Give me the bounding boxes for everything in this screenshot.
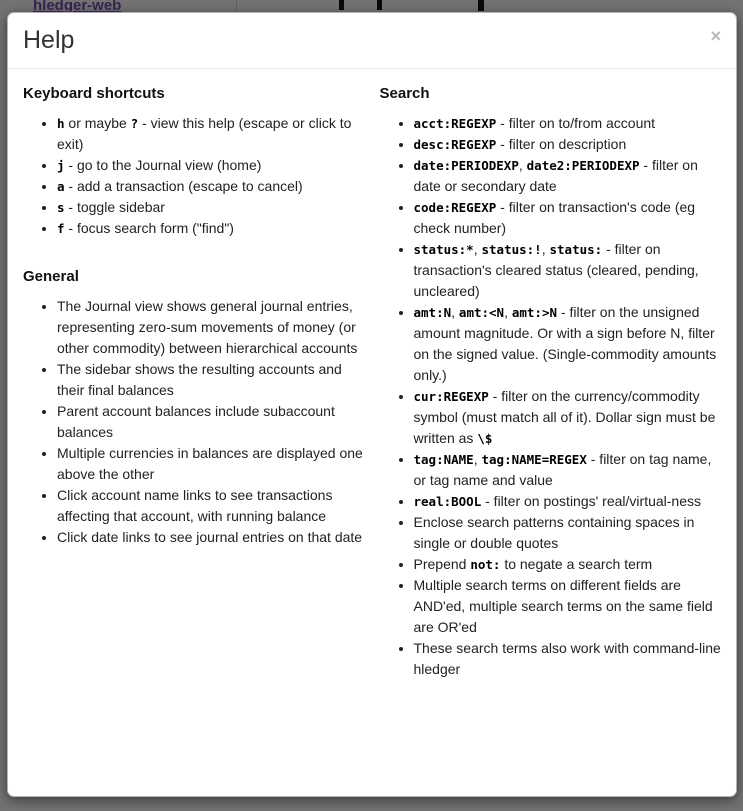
code-term: j (57, 158, 65, 173)
list-item (57, 113, 365, 155)
code-term: not: (470, 557, 501, 572)
code-term: tag:NAME=REGEX (481, 452, 587, 467)
text-segment: to negate a search term (500, 556, 653, 572)
list-item (414, 554, 722, 575)
modal-header (8, 13, 736, 69)
list-item (57, 527, 365, 548)
code-term: real:BOOL (413, 494, 482, 509)
text-segment: or maybe (64, 115, 131, 131)
list-item (57, 485, 365, 527)
help-list (23, 296, 365, 548)
list-item (414, 197, 722, 239)
list-item (414, 491, 722, 512)
list-item (414, 638, 722, 680)
code-term: status:! (481, 242, 542, 257)
text-segment: - filter on date or secondary date (413, 157, 698, 194)
list-item (414, 512, 722, 554)
text-segment: - filter on tag name, or tag name and value (413, 451, 712, 488)
text-segment: Enclose search patterns containing spaces in single or double quotes (413, 514, 695, 551)
text-segment: , (473, 451, 482, 467)
text-segment: The sidebar shows the resulting accounts and their final balances (57, 361, 342, 398)
text-segment: Prepend (413, 556, 471, 572)
text-segment: - toggle sidebar (64, 199, 165, 215)
text-segment: These search terms also work with command-line hledger (413, 640, 721, 677)
text-segment: , (504, 304, 512, 320)
text-segment: , (451, 304, 459, 320)
text-segment: , (518, 157, 527, 173)
list-item (414, 575, 722, 638)
text-segment: Parent account balances include subaccount balances (57, 403, 335, 440)
code-term: s (57, 200, 65, 215)
right-column (380, 83, 722, 680)
text-segment: , (473, 241, 482, 257)
section-title: Search (379, 85, 430, 102)
help-section (380, 83, 722, 680)
help-modal (7, 12, 737, 797)
text-segment: - focus search form ("find") (64, 220, 234, 236)
text-segment: - go to the Journal view (home) (64, 157, 262, 173)
help-list (23, 113, 365, 239)
code-term: tag:NAME (413, 452, 474, 467)
code-term: desc:REGEXP (413, 137, 497, 152)
code-term: acct:REGEXP (413, 116, 497, 131)
text-segment: - filter on to/from account (496, 115, 656, 131)
list-item (414, 155, 722, 197)
code-term: code:REGEXP (413, 200, 497, 215)
text-segment: - filter on the unsigned amount magnitude. Or with a sign before N, filter on the signed value. (Single-commodity amounts only.) (413, 304, 717, 383)
text-segment: - add a transaction (escape to cancel) (64, 178, 303, 194)
code-term: amt:N (413, 305, 452, 320)
code-term: a (57, 179, 65, 194)
code-term: h (57, 116, 65, 131)
help-section (23, 83, 365, 239)
text-segment: Click account name links to see transactions affecting that account, with running balance (57, 487, 333, 524)
list-item (414, 134, 722, 155)
code-term: status:* (413, 242, 474, 257)
code-term: f (57, 221, 65, 236)
code-term: amt:<N (458, 305, 505, 320)
code-term: \$ (477, 431, 493, 446)
list-item (414, 239, 722, 302)
text-segment: - filter on postings' real/virtual-ness (481, 493, 701, 509)
list-item (414, 386, 722, 449)
help-list (380, 113, 722, 680)
list-item (414, 302, 722, 386)
help-section (23, 266, 365, 548)
text-segment: - filter on transaction's cleared status (cleared, pending, uncleared) (413, 241, 699, 299)
list-item (57, 155, 365, 176)
code-term: cur:REGEXP (413, 389, 489, 404)
text-segment: - view this help (escape or click to exit) (57, 115, 352, 152)
text-segment: Multiple currencies in balances are displayed one above the other (57, 445, 363, 482)
section-title: General (23, 268, 79, 285)
list-item (57, 197, 365, 218)
text-segment: The Journal view shows general journal entries, representing zero-sum movements of money (or other commodity) between hierarchical accounts (57, 298, 358, 356)
text-segment: Click date links to see journal entries on that date (57, 529, 363, 545)
text-segment: - filter on the currency/commodity symbol (must match all of it). Dollar sign must be written as (413, 388, 716, 446)
list-item (414, 449, 722, 491)
code-term: date:PERIODEXP (413, 158, 519, 173)
modal-title: Help (23, 26, 75, 54)
modal-body (8, 69, 736, 694)
list-item (414, 113, 722, 134)
code-term: ? (130, 116, 139, 131)
section-title: Keyboard shortcuts (23, 85, 165, 102)
list-item (57, 401, 365, 443)
list-item (57, 218, 365, 239)
text-segment: Multiple search terms on different fields are AND'ed, multiple search terms on the same field are OR'ed (413, 577, 713, 635)
code-term: date2:PERIODEXP (526, 158, 640, 173)
text-segment: - filter on transaction's code (eg check number) (413, 199, 696, 236)
code-term: status: (549, 242, 603, 257)
list-item (57, 296, 365, 359)
close-icon[interactable]: × (710, 26, 721, 46)
list-item (57, 359, 365, 401)
text-segment: , (541, 241, 550, 257)
text-segment: - filter on description (496, 136, 627, 152)
code-term: amt:>N (511, 305, 558, 320)
list-item (57, 443, 365, 485)
left-column (23, 83, 365, 680)
list-item (57, 176, 365, 197)
